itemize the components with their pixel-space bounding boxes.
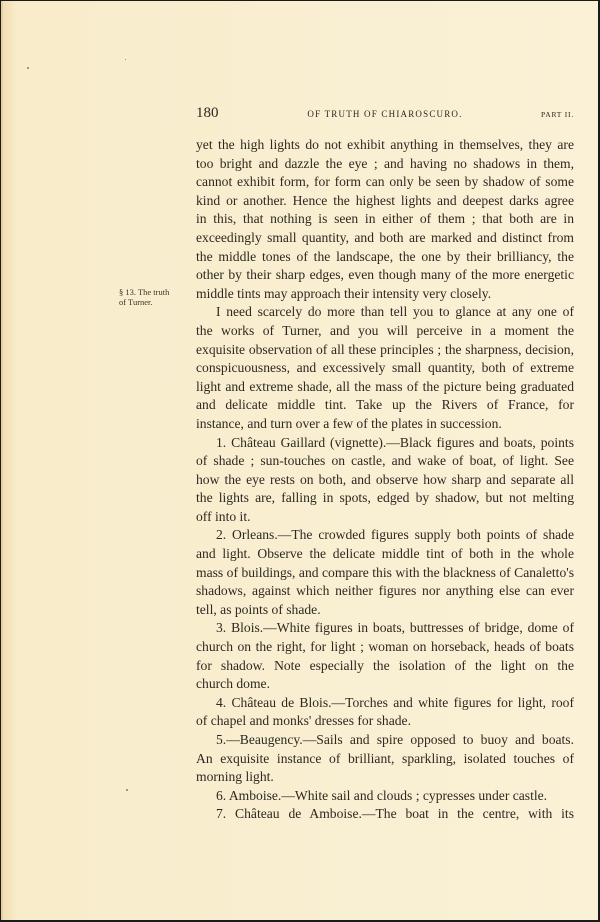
text-line: off into it. xyxy=(196,508,251,524)
text-line: morning light. xyxy=(196,769,274,785)
text-line: light and extreme shade, all the mass of the picture being graduated xyxy=(196,378,574,394)
text-line: in this, that nothing is seen in either of them ; that both are in xyxy=(196,211,574,227)
text-line: instance, and turn over a few of the plates in succession. xyxy=(196,415,502,431)
margin-note xyxy=(119,288,189,307)
text-line: for shadow. Note especially the isolation of the light on the xyxy=(196,657,574,673)
text-line: exquisite observation of all these principles ; the sharpness, decision, xyxy=(196,341,574,357)
text-line: of chapel and monks' dresses for shade. xyxy=(196,713,411,729)
text-line: how the eye rests on both, and observe how sharp and separate all xyxy=(196,471,574,487)
text-line: and delicate middle tint. Take up the Rivers of France, for xyxy=(196,397,574,413)
list-item-start-line: 5.—Beaugency.—Sails and spire opposed to buoy and boats. xyxy=(216,732,574,747)
text-line: too bright and dazzle the eye ; and having no shadows in them, xyxy=(196,155,574,171)
margin-note-line: § 13. The truth xyxy=(119,287,170,297)
text-line: exceedingly small quantity, and both are marked and distinct from xyxy=(196,229,574,245)
text-line: An exquisite instance of brilliant, sparkling, isolated touches of xyxy=(196,750,574,766)
text-line: mass of buildings, and compare this with the blackness of Canaletto's xyxy=(196,564,574,580)
paper-speck xyxy=(126,789,128,791)
text-line: church on the right, for light ; woman on horseback, heads of boats xyxy=(196,639,574,655)
paragraph-start-line: I need scarcely do more than tell you to glance at any one of xyxy=(216,304,574,320)
paper-speck xyxy=(125,59,126,60)
list-item-start-line: 2. Orleans.—The crowded figures supply both points of shade xyxy=(216,527,574,543)
part-label: PART II. xyxy=(540,110,574,119)
text-line: kind or another. Hence the highest lights and deepest darks agree xyxy=(196,192,574,208)
list-item-start-line: 1. Château Gaillard (vignette).—Black figures and boats, points xyxy=(216,434,574,450)
paper-speck xyxy=(27,67,29,69)
list-item-start-line: 3. Blois.—White figures in boats, buttresses of bridge, dome of xyxy=(216,620,574,636)
text-line: and light. Observe the delicate middle tint of both in the whole xyxy=(196,546,574,562)
page-header xyxy=(196,105,574,127)
text-line: conspicuousness, and excessively small quantity, both of extreme xyxy=(196,360,574,376)
text-line: the works of Turner, and you will perceive in a moment the xyxy=(196,322,574,338)
text-line: cannot exhibit form, for form can only be seen by shadow of some xyxy=(196,174,574,190)
running-title: OF TRUTH OF CHIAROSCURO. xyxy=(307,109,463,119)
text-line: shadows, against which neither figures nor anything else can ever xyxy=(196,583,574,599)
text-line: church dome. xyxy=(196,676,270,692)
text-line: tell, as points of shade. xyxy=(196,601,321,617)
list-item-start-line: 7. Château de Amboise.—The boat in the centre, with its xyxy=(216,806,574,822)
text-line: the lights are, falling in spots, edged by shadow, but not melting xyxy=(196,490,574,506)
text-line: middle tints may approach their intensity very closely. xyxy=(196,285,492,301)
text-line: other by their sharp edges, even though many of the more energetic xyxy=(196,267,574,283)
text-line: the middle tones of the landscape, the one by their brilliancy, the xyxy=(196,248,574,264)
body-text xyxy=(196,136,574,824)
text-line: yet the high lights do not exhibit anything in themselves, they are xyxy=(196,137,574,152)
list-item-start-line: 6. Amboise.—White sail and clouds ; cypresses under castle. xyxy=(216,787,548,803)
book-page xyxy=(1,1,598,920)
text-line: of shade ; sun-touches on castle, and wake of boat, of light. See xyxy=(196,453,574,469)
page-number: 180 xyxy=(196,105,219,121)
list-item-start-line: 4. Château de Blois.—Torches and white figures for light, roof xyxy=(216,694,574,710)
margin-note-line: of Turner. xyxy=(119,296,153,307)
